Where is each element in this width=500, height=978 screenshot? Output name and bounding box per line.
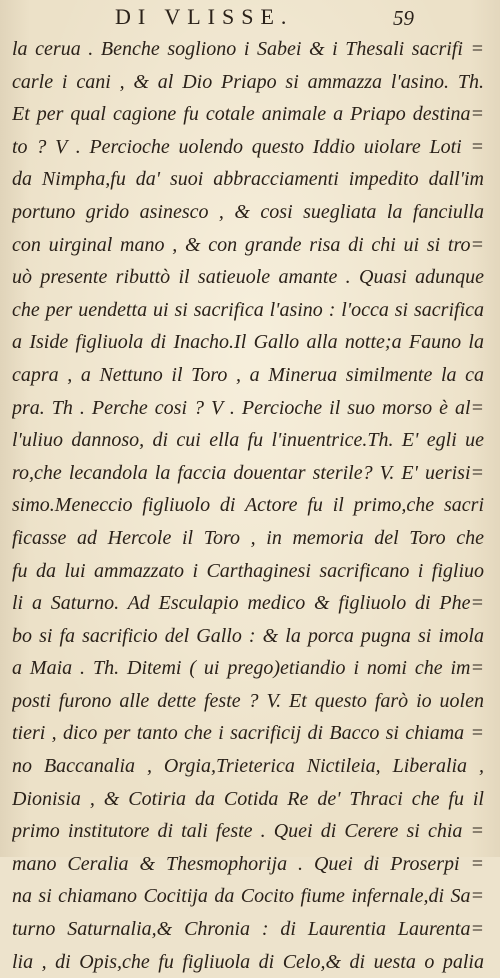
text-line: uò presente ributtò il satieuole amante . Quasi adunque [12, 266, 484, 289]
text-line: bo si fa sacrificio del Gallo : & la porca pugna si imola [12, 624, 484, 647]
text-line: l'uliuo dannoso, di cui ella fu l'inuentrice.Th. E' egli ue [12, 429, 484, 452]
text-line: portuno grido asinesco , & cosi suegliata la fanciulla [12, 200, 484, 223]
text-line: capra , a Nettuno il Toro , a Minerua similmente la ca [12, 363, 484, 386]
text-line: Dionisia , & Cotiria da Cotida Re de' Thraci che fu il [12, 787, 484, 810]
text-line: simo.Meneccio figliuolo di Actore fu il primo,che sacri [12, 494, 484, 517]
text-line: li a Saturno. Ad Esculapio medico & figliuolo di Phe= [12, 592, 484, 615]
text-line: lia , di Opis,che fu figliuola di Celo,& di uesta o palia [12, 950, 484, 973]
text-line: na si chiamano Cocitija da Cocito fiume infernale,di Sa= [12, 885, 484, 908]
text-line: primo institutore di tali feste . Quei di Cerere si chia = [12, 820, 484, 843]
text-line: ro,che lecandola la faccia douentar sterile? V. E' uerisi= [12, 461, 484, 484]
text-line: fu da lui ammazzato i Carthaginesi sacrificano i figliuo [12, 559, 484, 582]
running-head: DI VLISSE. [115, 4, 294, 29]
text-line: pra. Th . Perche cosi ? V . Percioche il suo morso è al= [12, 396, 484, 419]
text-line: con uirginal mano , & con grande risa di chi ui si tro= [12, 233, 484, 256]
text-line: a Maia . Th. Ditemi ( ui prego)etiandio i nomi che im= [12, 657, 484, 680]
text-line: ficasse ad Hercole il Toro , in memoria del Toro che [12, 526, 484, 549]
body-text [12, 33, 484, 978]
text-line: tieri , dico per tanto che i sacrificij di Bacco si chiama = [12, 722, 484, 745]
text-line: no Baccanalia , Orgia,Trieterica Nictileia, Liberalia , [12, 755, 484, 778]
text-line: a Iside figliuola di Inacho.Il Gallo alla notte;a Fauno la [12, 331, 484, 354]
text-line: to ? V . Percioche uolendo questo Iddio uiolare Loti = [12, 135, 484, 158]
text-line: la ceruа . Benche sogliono i Sabei & i Thesali sacrifi = [12, 38, 484, 60]
page-header [0, 4, 500, 32]
text-line: posti furono alle dette feste ? V. Et questo farò io uolen [12, 689, 484, 712]
text-line: che per uendetta ui si sacrifica l'asino : l'occa si sacrifica [12, 298, 484, 321]
text-line: carle i cani , & al Dio Priapo si ammazza l'asino. Th. [12, 70, 484, 93]
text-line: mano Ceralia & Thesmophorija . Quei di Proserpi = [12, 852, 484, 875]
text-line: Et per qual cagione fu cotale animale a Priapo destina= [12, 103, 484, 126]
text-line: turno Saturnalia,& Chronia : di Laurentia Laurenta= [12, 918, 484, 941]
page-number: 59 [393, 6, 414, 30]
text-line: da Nimpha,fu da' suoi abbracciamenti impedito dall'im [12, 168, 484, 191]
